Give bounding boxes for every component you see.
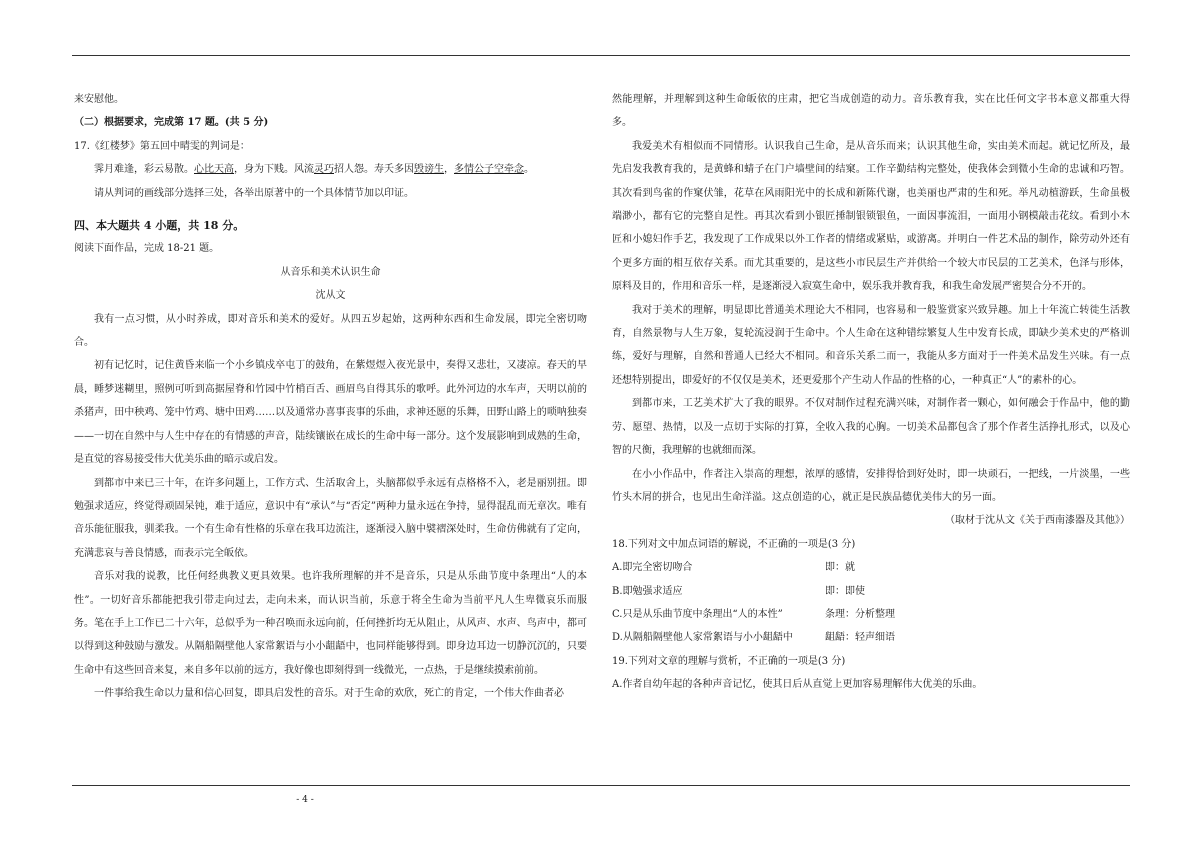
q18-option-d xyxy=(612,626,1130,649)
q17-instruction: 请从判词的画线部分选择三处，各举出原著中的一个具体情节加以印证。 xyxy=(94,187,414,199)
option-text: D.从隔船隔壁他人家常絮语与小小龃龉中 xyxy=(612,632,793,644)
carry-over-line: 来安慰他。 xyxy=(74,94,124,105)
article-author: 沈从文 xyxy=(315,290,346,302)
article-paragraph: 然能理解，并理解到这种生命皈依的庄肃，把它当成创造的动力。音乐教育我，实在比任何文字书本意义都重大得多。 xyxy=(612,94,1130,129)
q18-option-a xyxy=(612,556,1130,579)
article-paragraph: 我有一点习惯，从小时养成，即对音乐和美术的爱好。从四五岁起始，这两种东西和生命发展，即完全密切吻合。 xyxy=(74,313,587,349)
article-title: 从音乐和美术认识生命 xyxy=(280,266,381,278)
verse-part-c: 招人怨。寿夭多因 xyxy=(334,164,414,176)
reading-instruction: 阅读下面作品，完成 18-21 题。 xyxy=(74,243,220,255)
verse-underlined-3: 毁谤生 xyxy=(414,164,444,176)
verse-underlined-4: 多情公子空牵念 xyxy=(454,164,524,176)
article-paragraph: 在小小作品中，作者注入崇高的理想，浓厚的感情，安排得恰到好处时，即一块顽石，一把线，一片淡墨，一些竹头木屑的拼合，也见出生命洋溢。这点创造的心，就正是民族品德优美伟大的另一面。 xyxy=(612,468,1130,503)
article-paragraph: 音乐对我的说教，比任何经典教义更具效果。也许我所理解的并不是音乐，只是从乐曲节度中条理出“人的本性”。一切好音乐都能把我引带走向过去，走向未来，而认识当前，乐意于将全生命为当前平凡人生卑微哀乐而服务。笔在手上工作已二十六年，总似乎为一种召唤而永远向前，任何挫折均无从阻止，从风声、水声、鸟声中，都可以得到这种鼓励与激发。从隔船隔壁他人家常絮语与小小龃龉中，也同样能够得到。即身边耳边一切静沉沉的，只要生命中有这些回音来复，来自多年以前的远方，我好像也即刻得到一线微光，一点热，于是继续摸索前前。 xyxy=(74,571,587,676)
verse-part-d: ， xyxy=(444,164,454,176)
q19-option-a: A.作者自幼年起的各种声音记忆，使其日后从直觉上更加容易理解伟大优美的乐曲。 xyxy=(612,679,983,691)
right-column xyxy=(612,88,1130,697)
option-gloss: 条理：分析整理 xyxy=(825,608,895,620)
q19-stem: 19.下列对文章的理解与赏析，不正确的一项是(3 分) xyxy=(612,655,846,667)
article-paragraph: 初有记忆时，记住黄昏来临一个小乡镇戍卒屯丁的鼓角，在紫煜煜入夜光景中，奏得又悲壮，又凄凉。春天的早晨，睡梦迷糊里，照例可听到高据屋脊和竹园中竹梢百舌、画眉鸟自得其乐的歌呼。此外河边的水车声，天明以前的杀猪声，田中秧鸡、笼中竹鸡、塘中田鸡……以及通常办喜事丧事的乐曲，求神还愿的乐舞，田野山路上的唢呐独奏——一切在自然中与人生中存在的有情感的声音，陆续镶嵌在成长的生命中每一部分。这个发展影响到成熟的生命，是直觉的容易接受伟大优美乐曲的暗示或启发。 xyxy=(74,360,587,466)
verse-part-b: ，身为下贱。风流 xyxy=(234,164,314,176)
q17-stem: 17.《红楼梦》第五回中晴雯的判词是： xyxy=(74,140,250,152)
q18-option-b xyxy=(612,580,1130,603)
verse-part-e: 。 xyxy=(524,164,534,176)
verse-part-a: 霁月难逢，彩云易散。 xyxy=(94,164,194,176)
article-paragraph: 我爱美术有相似而不同情形。认识我自己生命，是从音乐而来；认识其他生命，实由美术而起。就记忆所及，最先启发我教育我的，是黄蜂和蜻子在门户墙壁间的结窠。工作辛勤结构完整处，使我体会到微小生命的忠诚和巧智。其次看到鸟雀的作窠伏雏，花草在风雨阳光中的长成和新陈代谢，也美丽也严肃的生和死。举凡动植游跃，生命虽极端渺小，都有它的完整自足性。再其次看到小银匠捶制银锁银鱼，一面因事流泪，一面用小钢模敲击花纹。看到小木匠和小媳妇作手艺，我发现了工作成果以外工作者的情绪或紧贴，或游离。并明白一件艺术品的制作，除劳动外还有个更多方面的相互依存关系。而尤其重要的，是这些小市民层生产并供给一个较大市民层的工艺美术，色泽与形体，原料及目的，作用和音乐一样，是逐渐浸入寂寞生命中，娱乐我并教育我，和我生命发展严密契合分不开的。 xyxy=(612,140,1130,293)
article-paragraph: 到都市中来已三十年，在许多问题上，工作方式、生活取舍上，头脑都似乎永远有点格格不入，老是丽别扭。即勉强求适应，终觉得顽固呆钝，难于适应，意识中有“承认”与“否定”两种力量永远在争持，显得混乱而无章次。唯有音乐能征服我，驯柔我。一个有生命有性格的乐章在我耳边流注，逐渐浸入脑中襞褶深处时，生命仿佛就有了定向，充满悲哀与善良情感，而表示完全皈依。 xyxy=(74,477,587,559)
section-4-heading: 四、本大题共 4 小题，共 18 分。 xyxy=(74,219,245,233)
option-text: B.即勉强求适应 xyxy=(612,585,683,597)
header-rule xyxy=(72,55,1130,56)
page-number: - 4 - xyxy=(296,795,314,805)
option-text: C.只是从乐曲节度中条理出“人的本性” xyxy=(612,608,783,620)
option-gloss: 即：就 xyxy=(825,562,855,574)
footer-rule xyxy=(72,785,1130,786)
q18-option-c xyxy=(612,603,1130,626)
article-paragraph: 到都市来，工艺美术扩大了我的眼界。不仅对制作过程充满兴味，对制作者一颗心，如何融会于作品中，他的勤劳、愿望、热情，以及一点切于实际的打算，全收入我的心胸。一切美术品都包含了那个作者生活挣扎形式，以及心智的尺衡，我理解的也就细而深。 xyxy=(612,398,1130,457)
verse-underlined-2: 灵巧 xyxy=(314,164,334,176)
section-2-heading: （二）根据要求，完成第 17 题。(共 5 分) xyxy=(74,117,269,129)
article-paragraph: 一件事给我生命以力量和信心回复，即具启发性的音乐。对于生命的欢欣，死亡的肯定，一个伟大作曲者必 xyxy=(94,688,564,700)
option-gloss: 龃龉：轻声细语 xyxy=(825,632,895,644)
article-paragraph: 我对于美术的理解，明显即比普通美术理论大不相同，也容易和一般鉴赏家兴致异趣。加上十年流亡转徙生活教育，自然景物与人生万象，复轮流浸润于生命中。个人生命在这种错综繁复人生中发育长成，即缺少美术史的严格训练，爱好与理解，自然和普通人已经大不相同。和音乐关系二而一，我能从多方面对于一件美术品发生兴味。有一点还想特别提出，即爱好的不仅仅是美术，还更爱那个产生动人作品的性格的心，一种真正“人”的素朴的心。 xyxy=(612,304,1130,386)
option-text: A.即完全密切吻合 xyxy=(612,562,693,574)
left-column xyxy=(74,88,587,706)
q18-stem: 18.下列对文中加点词语的解说，不正确的一项是(3 分) xyxy=(612,538,856,550)
article-source: （取材于沈从文《关于西南漆器及其他》） xyxy=(945,515,1130,527)
verse-underlined-1: 心比天高 xyxy=(194,164,234,176)
q17-verdict-verse xyxy=(74,158,587,181)
option-gloss: 即：即使 xyxy=(825,585,865,597)
